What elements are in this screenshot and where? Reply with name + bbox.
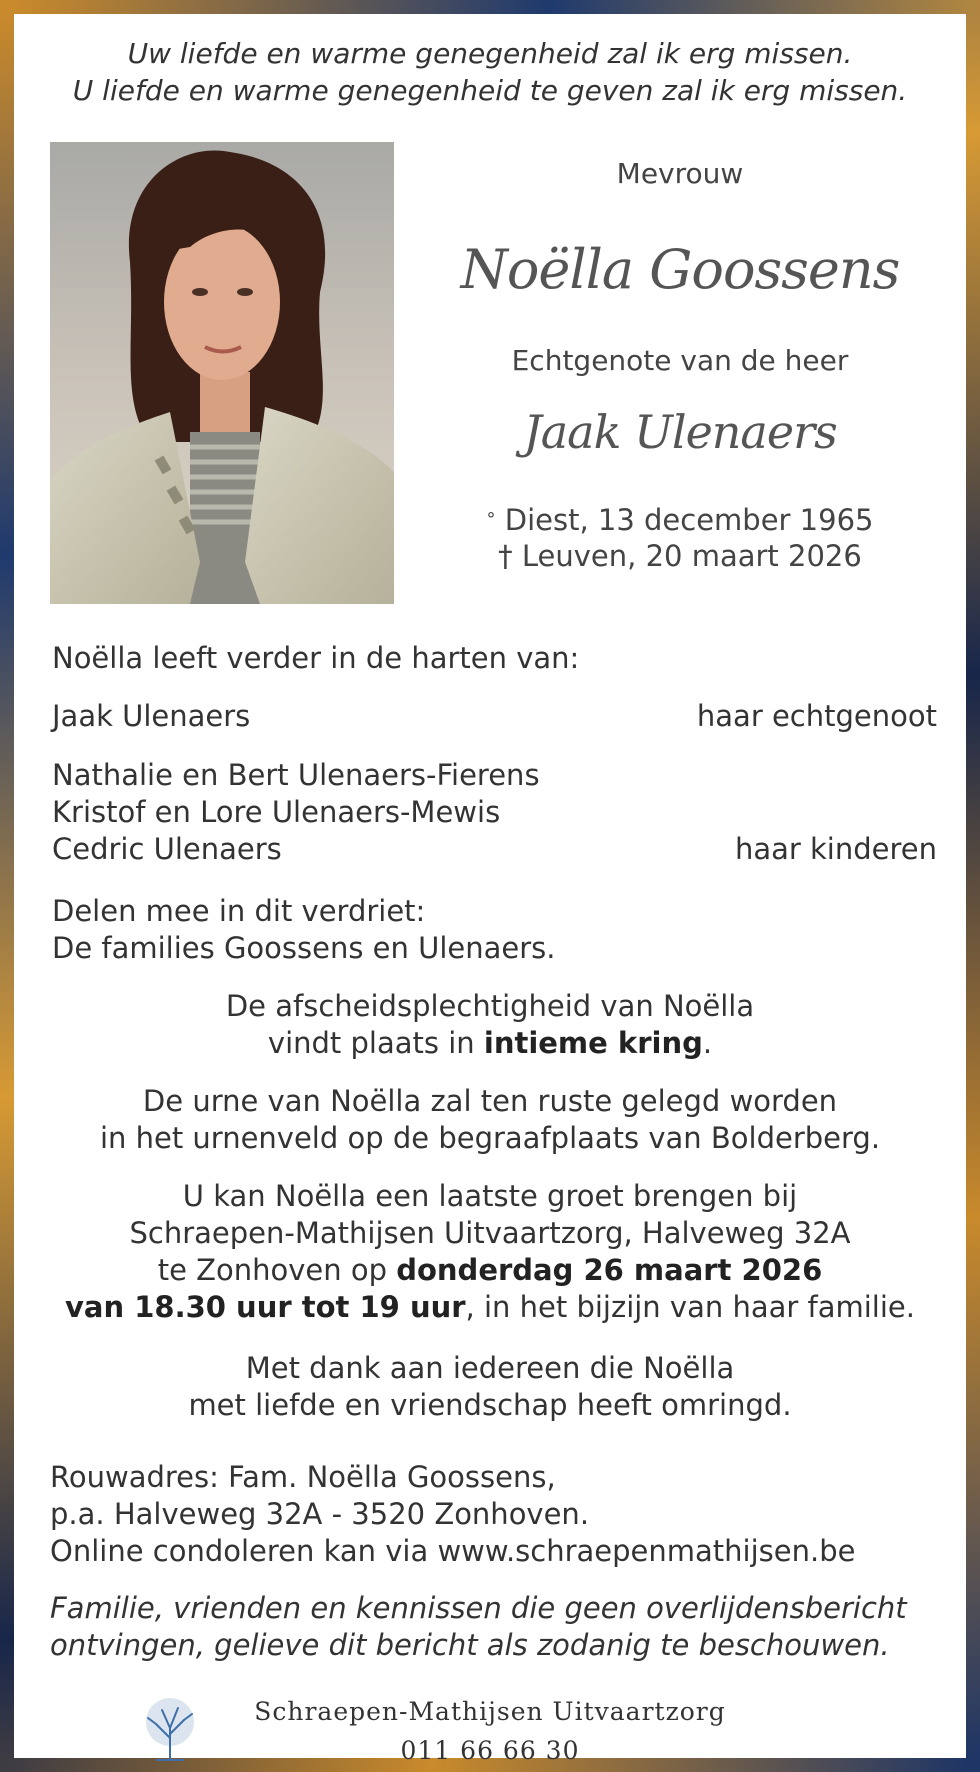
urn-line-2: in het urnenveld op de begraafplaats van Bolderberg. [99,1121,881,1155]
ceremony-line-1: De afscheidsplechtigheid van Noëlla [225,989,755,1023]
visit-section [0,1178,980,1326]
family-intro: Noëlla leeft verder in de harten van: [52,641,580,675]
visit-date: donderdag 26 maart 2026 [396,1253,823,1287]
share-line-1: Delen mee in dit verdriet: [52,894,426,928]
notice-line-1: Familie, vrienden en kennissen die geen overlijdensbericht [50,1591,907,1625]
ceremony-post: . [702,1026,713,1060]
spouse-label: Echtgenote van de heer [511,344,849,377]
ceremony-pre: vindt plaats in [267,1026,484,1060]
visit-line-3 [0,1252,980,1289]
address-line-1: Rouwadres: Fam. Noëlla Goossens, [50,1460,556,1494]
title-prefix: Mevrouw [616,157,744,190]
child-line-last [52,831,937,868]
visit-pre: te Zonhoven op [157,1253,397,1287]
motto [0,35,980,109]
death-symbol: † [498,539,513,573]
visit-line-1: U kan Noëlla een laatste groet brengen bij [182,1179,798,1213]
life-dates [430,502,930,574]
children-role: haar kinderen [734,832,937,866]
spouse-row [52,698,937,735]
funeral-company-name: Schraepen-Mathijsen Uitvaartzorg [254,1697,726,1726]
thanks-section [0,1350,980,1424]
visit-post: , in het bijzijn van haar familie. [465,1290,915,1324]
child-line: Nathalie en Bert Ulenaers-Fierens [52,758,540,792]
address-line-3: Online condoleren kan via www.schraepenmathijsen.be [50,1534,856,1568]
thanks-line-1: Met dank aan iedereen die Noëlla [245,1351,735,1385]
visit-line-4 [0,1289,980,1326]
share-grief [52,893,937,967]
child-name: Cedric Ulenaers [52,832,282,866]
share-line-2: De families Goossens en Ulenaers. [52,931,556,965]
tree-logo-icon [142,1694,198,1762]
portrait-illustration [50,142,394,604]
ceremony-bold: intieme kring [483,1026,703,1060]
notice-line-2: ontvingen, gelieve dit bericht als zodanig te beschouwen. [50,1628,890,1662]
motto-line-2: U liefde en warme genegenheid te geven zal ik erg missen. [72,74,908,107]
spouse-name: Jaak Ulenaers [523,405,837,459]
visit-line-2: Schraepen-Mathijsen Uitvaartzorg, Halveweg 32A [129,1216,851,1250]
motto-line-1: Uw liefde en warme genegenheid zal ik erg missen. [127,37,853,70]
birth-symbol: ° [486,509,496,530]
urn-section [0,1083,980,1157]
notice-section [50,1590,935,1664]
children-list [52,757,937,868]
portrait-photo [50,142,394,604]
funeral-company-phone: 011 66 66 30 [400,1736,580,1765]
ceremony-line-2 [0,1025,980,1062]
spouse-role: haar echtgenoot [696,699,937,733]
urn-line-1: De urne van Noëlla zal ten ruste gelegd worden [142,1084,838,1118]
deceased-name: Noëlla Goossens [460,238,900,301]
death-line [430,538,930,574]
visit-time: van 18.30 uur tot 19 uur [65,1290,466,1324]
address-line-2: p.a. Halveweg 32A - 3520 Zonhoven. [50,1497,590,1531]
birth-line [430,502,930,538]
death-text: Leuven, 20 maart 2026 [521,539,862,573]
birth-text: Diest, 13 december 1965 [504,503,874,537]
thanks-line-2: met liefde en vriendschap heeft omringd. [188,1388,792,1422]
spouse-family-name: Jaak Ulenaers [52,699,251,733]
ceremony-section [0,988,980,1062]
address-section [50,1459,935,1570]
child-line: Kristof en Lore Ulenaers-Mewis [52,795,501,829]
